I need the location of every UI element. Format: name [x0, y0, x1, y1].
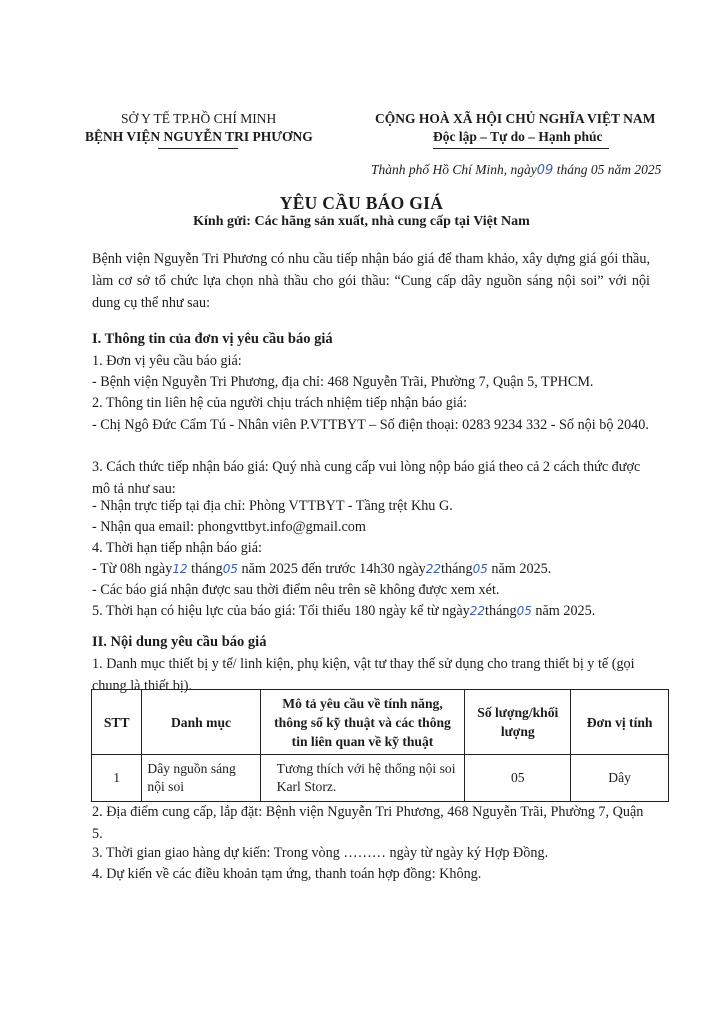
end-day-handwritten: 22 [425, 562, 442, 576]
hospital-underline [158, 148, 238, 149]
col-description: Mô tả yêu cầu về tính năng, thông số kỹ thuật và các thông tin liên quan về kỹ thuật [260, 690, 465, 755]
s1-line-6: - Nhận trực tiếp tại địa chỉ: Phòng VTTBYT - Tầng trệt Khu G. [92, 498, 453, 514]
s1-line-5: 3. Cách thức tiếp nhận báo giá: Quý nhà cung cấp vui lòng nộp báo giá theo cả 2 cách thức được mô tả như sau: [92, 459, 641, 497]
date-day: 09 [536, 163, 554, 178]
s2-line-1: 1. Danh mục thiết bị y tế/ linh kiện, phụ kiện, vật tư thay thế sử dụng cho trang thiết bị y tế (gọi chung là thiết bị). [92, 656, 635, 694]
s1-line-10: - Các báo giá nhận được sau thời điểm nêu trên sẽ không được xem xét. [92, 582, 500, 598]
table-header-row [92, 690, 669, 755]
cell-description: Tương thích với hệ thống nội soi Karl Storz. [260, 755, 465, 802]
document-title: YÊU CẦU BÁO GIÁ [279, 193, 444, 213]
s1-l9-text-f: năm 2025. [491, 561, 552, 577]
validity-month-handwritten: 05 [516, 604, 532, 618]
document-subtitle: Kính gửi: Các hãng sản xuất, nhà cung cấp tại Việt Nam [193, 214, 530, 229]
hospital-name: BỆNH VIỆN NGUYỄN TRI PHƯƠNG [85, 129, 313, 144]
start-day-handwritten: 12 [172, 562, 188, 576]
cell-quantity: 05 [465, 755, 571, 802]
s1-line-9 [92, 559, 551, 580]
date-suffix: tháng 05 năm 2025 [556, 162, 662, 177]
section-1-heading: I. Thông tin của đơn vị yêu cầu báo giá [92, 331, 333, 347]
s1-line-7: - Nhận qua email: phongvttbyt.info@gmail.com [92, 519, 366, 535]
s2-line-2: 2. Địa điểm cung cấp, lắp đặt: Bệnh viện Nguyễn Tri Phương, 468 Nguyễn Trãi, Phường 7, Quận 5. [92, 804, 644, 842]
s2-line-4: 4. Dự kiến về các điều khoản tạm ứng, thanh toán hợp đồng: Không. [92, 866, 482, 882]
cell-stt: 1 [92, 755, 142, 802]
s1-line-2: - Bệnh viện Nguyễn Tri Phương, địa chỉ: 468 Nguyễn Trãi, Phường 7, Quận 5, TPHCM. [92, 374, 594, 390]
s1-line-8: 4. Thời hạn tiếp nhận báo giá: [92, 540, 262, 556]
intro-paragraph: Bệnh viện Nguyễn Tri Phương có nhu cầu tiếp nhận báo giá để tham khảo, xây dựng giá gói thầu, làm cơ sở tổ chức lựa chọn nhà thầu cho gói thầu: “Cung cấp dây nguồn sáng nội soi” với nội dung cụ thể như sau: [92, 251, 650, 311]
s1-l11-text-c: năm 2025. [535, 603, 596, 619]
s1-l9-text-a: - Từ 08h ngày [92, 561, 173, 577]
s1-l9-text-c: năm 2025 đến trước 14h30 ngày [241, 561, 426, 577]
start-month-handwritten: 05 [222, 562, 238, 576]
section-2-heading: II. Nội dung yêu cầu báo giá [92, 634, 267, 650]
request-table [91, 689, 669, 802]
s1-line-11 [92, 601, 595, 622]
s1-l11-text-b: tháng [485, 603, 517, 619]
end-month-handwritten: 05 [472, 562, 488, 576]
col-category: Danh mục [142, 690, 260, 755]
s1-line-4: - Chị Ngô Đức Cẩm Tú - Nhân viên P.VTTBYT – Số điện thoại: 0283 9234 332 - Số nội bộ 2040. [92, 417, 649, 433]
s1-l11-text-a: 5. Thời hạn có hiệu lực của báo giá: Tối thiểu 180 ngày kể từ ngày [92, 603, 470, 619]
s1-l9-text-b: tháng [191, 561, 223, 577]
validity-day-handwritten: 22 [469, 604, 486, 618]
s2-line-3: 3. Thời gian giao hàng dự kiến: Trong vòng ……… ngày từ ngày ký Hợp Đồng. [92, 845, 549, 861]
motto: Độc lập – Tự do – Hạnh phúc [433, 129, 603, 144]
col-stt: STT [92, 690, 142, 755]
s1-line-3: 2. Thông tin liên hệ của người chịu trách nhiệm tiếp nhận báo giá: [92, 395, 468, 411]
cell-unit: Dây [571, 755, 669, 802]
cell-category: Dây nguồn sáng nội soi [142, 755, 260, 802]
col-unit: Đơn vị tính [571, 690, 669, 755]
motto-underline [433, 148, 609, 149]
date-prefix: Thành phố Hồ Chí Minh, ngày [371, 162, 537, 177]
ministry-name: SỞ Y TẾ TP.HỒ CHÍ MINH [121, 111, 277, 126]
table-row [92, 755, 669, 802]
s1-l9-text-e: tháng [441, 561, 473, 577]
country-name: CỘNG HOÀ XÃ HỘI CHỦ NGHĨA VIỆT NAM [375, 111, 656, 126]
date-line [371, 162, 661, 178]
s1-line-1: 1. Đơn vị yêu cầu báo giá: [92, 353, 242, 369]
col-quantity: Số lượng/khối lượng [465, 690, 571, 755]
